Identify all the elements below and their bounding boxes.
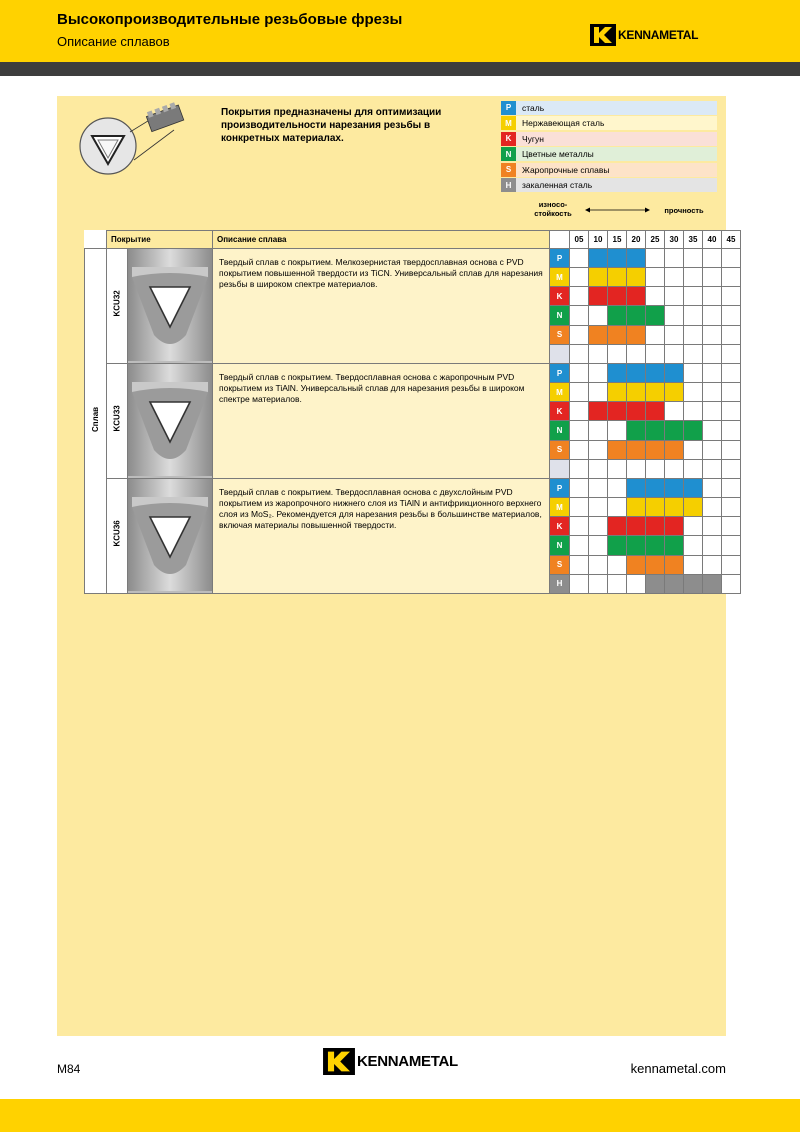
material-code	[550, 344, 570, 363]
legend-label: Цветные металлы	[516, 147, 717, 161]
grade-cell	[684, 344, 703, 363]
grade-cell	[608, 479, 627, 498]
scale-wear-resistance-label: износо- стойкость	[534, 200, 572, 218]
grade-cell	[570, 287, 589, 306]
grade-cell	[589, 440, 608, 459]
grade-cell	[608, 574, 627, 593]
legend-code: K	[501, 132, 516, 146]
table-row	[85, 479, 741, 498]
grade-cell	[684, 364, 703, 383]
material-code: H	[550, 574, 570, 593]
grade-cell-filled	[684, 574, 703, 593]
grade-cell	[684, 555, 703, 574]
grade-cell-filled	[627, 498, 646, 517]
grade-cell	[722, 421, 741, 440]
grade-cell	[703, 344, 722, 363]
grade-cell	[684, 306, 703, 325]
alloy-name-cell	[107, 364, 128, 479]
grade-cell	[703, 517, 722, 536]
table-row	[85, 249, 741, 268]
material-code: K	[550, 287, 570, 306]
grade-cell-filled	[665, 421, 684, 440]
page-number: M84	[57, 1062, 81, 1076]
grade-cell	[703, 325, 722, 344]
grade-cell	[722, 306, 741, 325]
legend-code: H	[501, 178, 516, 192]
grade-cell	[684, 402, 703, 421]
alloy-group-label: Сплав	[91, 406, 100, 432]
grade-cell-filled	[646, 440, 665, 459]
material-code: P	[550, 479, 570, 498]
grade-cell-filled	[627, 555, 646, 574]
grade-cell-filled	[608, 536, 627, 555]
insert-profile-icon	[128, 364, 212, 476]
footer-band	[0, 1099, 800, 1132]
material-code: N	[550, 421, 570, 440]
alloy-group-cell	[85, 249, 107, 594]
grade-cell	[570, 325, 589, 344]
grade-cell-filled	[627, 306, 646, 325]
grade-cell	[589, 555, 608, 574]
grade-cell-filled	[646, 383, 665, 402]
grade-cell-filled	[608, 383, 627, 402]
alloy-description-cell	[213, 249, 550, 364]
legend-item-p	[501, 100, 717, 115]
material-code	[550, 459, 570, 478]
grade-cell	[570, 421, 589, 440]
grade-cell-filled	[665, 517, 684, 536]
grade-cell-filled	[646, 574, 665, 593]
material-code: M	[550, 498, 570, 517]
grade-cell	[665, 249, 684, 268]
grade-cell	[684, 325, 703, 344]
grade-cell-filled	[627, 383, 646, 402]
grade-cell	[722, 440, 741, 459]
grade-header: 05	[570, 231, 589, 249]
grade-cell	[703, 459, 722, 478]
footer-logo-wordmark: KENNAMETAL	[357, 1053, 458, 1070]
grade-cell-filled	[608, 249, 627, 268]
grade-cell	[646, 287, 665, 306]
legend-label: Нержавеющая сталь	[516, 116, 717, 130]
grade-cell	[722, 268, 741, 287]
grade-cell-filled	[646, 555, 665, 574]
grade-cell	[608, 421, 627, 440]
grade-cell	[665, 402, 684, 421]
grade-cell	[722, 517, 741, 536]
grade-cell-filled	[665, 479, 684, 498]
intro-text: Покрытия предназначены для оптимизации производительности нарезания резьбы в конкретных материалах.	[221, 107, 442, 144]
footer-kennametal-k-icon	[323, 1048, 355, 1075]
grade-cell	[570, 536, 589, 555]
grade-cell	[627, 344, 646, 363]
alloy-name-cell	[107, 479, 128, 594]
grade-header: 15	[608, 231, 627, 249]
grade-cell	[608, 459, 627, 478]
header-material	[550, 231, 570, 249]
material-code: S	[550, 440, 570, 459]
grade-cell-filled	[608, 268, 627, 287]
thread-mill-illustration	[78, 100, 198, 195]
legend-label: Жаропрочные сплавы	[516, 163, 717, 177]
grade-cell	[703, 479, 722, 498]
grade-cell	[722, 325, 741, 344]
grade-cell	[722, 479, 741, 498]
grade-cell-filled	[665, 364, 684, 383]
grade-cell	[703, 555, 722, 574]
grade-cell	[608, 344, 627, 363]
grade-cell	[703, 268, 722, 287]
grade-cell	[722, 287, 741, 306]
grade-cell	[722, 402, 741, 421]
grade-cell	[589, 479, 608, 498]
grade-cell	[722, 498, 741, 517]
grade-cell	[684, 268, 703, 287]
grade-header: 40	[703, 231, 722, 249]
grade-cell-filled	[589, 402, 608, 421]
grade-cell	[589, 459, 608, 478]
grade-cell	[722, 555, 741, 574]
grade-header: 20	[627, 231, 646, 249]
insert-profile-icon	[128, 249, 212, 361]
material-code: N	[550, 536, 570, 555]
table-row	[85, 364, 741, 383]
grade-cell-filled	[608, 364, 627, 383]
alloy-description-cell	[213, 479, 550, 594]
grade-cell-filled	[608, 440, 627, 459]
header-spacer	[85, 231, 107, 249]
coating-image	[128, 364, 213, 479]
grade-cell-filled	[589, 325, 608, 344]
grade-cell	[665, 325, 684, 344]
grade-cell	[570, 517, 589, 536]
grade-cell-filled	[627, 249, 646, 268]
page-title: Высокопроизводительные резьбовые фрезы	[57, 11, 403, 28]
grade-cell	[570, 498, 589, 517]
grade-cell-filled	[627, 287, 646, 306]
grade-cell	[684, 517, 703, 536]
legend-item-h	[501, 178, 717, 193]
page-subtitle: Описание сплавов	[57, 34, 170, 49]
grade-cell	[722, 574, 741, 593]
grade-cell-filled	[627, 364, 646, 383]
legend-label: Чугун	[516, 132, 717, 146]
grade-cell	[703, 440, 722, 459]
grade-cell	[646, 344, 665, 363]
grade-cell	[722, 344, 741, 363]
grade-cell	[608, 498, 627, 517]
alloy-table	[84, 230, 741, 594]
material-legend	[501, 100, 717, 193]
grade-cell	[589, 383, 608, 402]
grade-cell	[722, 383, 741, 402]
grade-cell	[722, 459, 741, 478]
scale-toughness-label: прочность	[664, 206, 704, 215]
legend-code: P	[501, 101, 516, 115]
grade-cell-filled	[646, 517, 665, 536]
grade-cell	[589, 536, 608, 555]
grade-cell	[703, 364, 722, 383]
grade-cell	[703, 402, 722, 421]
grade-cell	[589, 344, 608, 363]
material-code: M	[550, 383, 570, 402]
grade-cell	[570, 574, 589, 593]
grade-cell	[627, 459, 646, 478]
material-code: P	[550, 249, 570, 268]
alloy-description: Твердый сплав с покрытием. Твердосплавная основа с двухслойным PVD покрытием из жаропрочного нижнего слоя из TiAlN и антифрикционного верхнего слоя из MoS₂. Рекомендуется для нарезания резьбы в большинстве материалов, включая материалы повышенной твердости.	[219, 487, 542, 530]
grade-header: 10	[589, 231, 608, 249]
alloy-description-cell	[213, 364, 550, 479]
material-code: P	[550, 364, 570, 383]
grade-header: 25	[646, 231, 665, 249]
grade-cell-filled	[627, 517, 646, 536]
alloy-description: Твердый сплав с покрытием. Мелкозернистая твердосплавная основа с PVD покрытием повышенной твердости из TiCN. Универсальный сплав для нарезания резьбы в широком спектре материалов.	[219, 257, 543, 289]
legend-item-k	[501, 131, 717, 146]
grade-cell-filled	[684, 479, 703, 498]
grade-cell	[703, 498, 722, 517]
grade-cell-filled	[627, 440, 646, 459]
grade-cell	[589, 364, 608, 383]
grade-cell	[684, 383, 703, 402]
grade-cell	[684, 440, 703, 459]
grade-cell	[589, 421, 608, 440]
coating-image	[128, 479, 213, 594]
grade-cell	[589, 574, 608, 593]
grade-cell	[570, 383, 589, 402]
grade-cell	[570, 555, 589, 574]
grade-cell-filled	[627, 421, 646, 440]
material-code: S	[550, 555, 570, 574]
alloy-description: Твердый сплав с покрытием. Твердосплавная основа с жаропрочным PVD покрытием из TiAlN. Универсальный сплав для нарезания резьбы в широком спектре материалов.	[219, 372, 525, 404]
grade-cell	[684, 459, 703, 478]
grade-cell-filled	[646, 306, 665, 325]
grade-cell	[570, 268, 589, 287]
grade-cell-filled	[684, 498, 703, 517]
grade-cell	[684, 249, 703, 268]
grade-cell	[570, 344, 589, 363]
grade-cell-filled	[646, 402, 665, 421]
grade-cell	[703, 421, 722, 440]
grade-cell-filled	[589, 249, 608, 268]
alloy-name: KCU33	[112, 404, 122, 431]
grade-cell-filled	[665, 440, 684, 459]
grade-cell-filled	[608, 325, 627, 344]
website-link[interactable]: kennametal.com	[630, 1061, 726, 1076]
grade-cell	[703, 383, 722, 402]
grade-cell	[570, 306, 589, 325]
grade-cell	[570, 249, 589, 268]
grade-cell-filled	[589, 268, 608, 287]
legend-item-m	[501, 116, 717, 131]
grade-cell	[665, 344, 684, 363]
grade-cell-filled	[589, 287, 608, 306]
material-code: K	[550, 517, 570, 536]
kennametal-k-icon	[590, 24, 616, 46]
grade-cell	[684, 287, 703, 306]
legend-label: сталь	[516, 101, 717, 115]
grade-cell	[646, 459, 665, 478]
header-coating: Покрытие	[107, 231, 213, 249]
grade-cell	[703, 306, 722, 325]
grade-cell	[589, 306, 608, 325]
legend-label: закаленная сталь	[516, 178, 717, 192]
grade-cell	[570, 459, 589, 478]
grade-cell-filled	[665, 498, 684, 517]
alloy-name-cell	[107, 249, 128, 364]
grade-cell-filled	[665, 383, 684, 402]
grade-cell	[589, 517, 608, 536]
legend-code: M	[501, 116, 516, 130]
material-code: N	[550, 306, 570, 325]
grade-cell	[703, 536, 722, 555]
material-code: K	[550, 402, 570, 421]
grade-cell	[570, 440, 589, 459]
grade-cell	[570, 364, 589, 383]
grade-header: 35	[684, 231, 703, 249]
grade-cell	[722, 536, 741, 555]
legend-item-s	[501, 162, 717, 177]
grade-cell-filled	[646, 421, 665, 440]
material-code: M	[550, 268, 570, 287]
grade-cell-filled	[627, 268, 646, 287]
grade-cell	[722, 364, 741, 383]
insert-profile-icon	[128, 479, 212, 591]
grade-cell-filled	[684, 421, 703, 440]
legend-code: S	[501, 163, 516, 177]
header-description: Описание сплава	[213, 231, 550, 249]
grade-cell	[608, 555, 627, 574]
grade-cell	[589, 498, 608, 517]
grade-cell-filled	[665, 555, 684, 574]
grade-cell	[570, 479, 589, 498]
grade-cell	[703, 287, 722, 306]
footer-kennametal-logo	[323, 1048, 458, 1075]
grade-cell-filled	[608, 517, 627, 536]
grade-cell-filled	[608, 306, 627, 325]
page-header	[0, 0, 800, 62]
grade-cell	[703, 249, 722, 268]
header-band	[0, 62, 800, 76]
grade-cell	[665, 306, 684, 325]
grade-cell	[665, 268, 684, 287]
table-header-row	[85, 231, 741, 249]
grade-cell-filled	[703, 574, 722, 593]
grade-cell-filled	[646, 536, 665, 555]
grade-cell-filled	[627, 479, 646, 498]
grade-cell	[570, 402, 589, 421]
grade-cell-filled	[627, 402, 646, 421]
grade-cell	[665, 287, 684, 306]
grade-cell-filled	[627, 325, 646, 344]
grade-cell	[722, 249, 741, 268]
grade-cell-filled	[646, 479, 665, 498]
logo-wordmark: KENNAMETAL	[618, 28, 699, 42]
scale-arrow-icon	[585, 207, 650, 213]
alloy-name: KCU36	[112, 519, 122, 546]
grade-cell-filled	[665, 574, 684, 593]
grade-cell-filled	[646, 498, 665, 517]
legend-code: N	[501, 147, 516, 161]
grade-cell-filled	[627, 536, 646, 555]
grade-cell	[646, 249, 665, 268]
grade-header: 45	[722, 231, 741, 249]
grade-cell	[627, 574, 646, 593]
material-code: S	[550, 325, 570, 344]
coating-image	[128, 249, 213, 364]
grade-cell-filled	[608, 287, 627, 306]
grade-cell-filled	[646, 364, 665, 383]
grade-cell-filled	[665, 536, 684, 555]
alloy-name: KCU32	[112, 289, 122, 316]
grade-cell	[646, 325, 665, 344]
legend-item-n	[501, 147, 717, 162]
kennametal-logo	[590, 24, 698, 46]
grade-cell	[646, 268, 665, 287]
grade-header: 30	[665, 231, 684, 249]
grade-cell	[684, 536, 703, 555]
grade-cell	[665, 459, 684, 478]
grade-cell-filled	[608, 402, 627, 421]
